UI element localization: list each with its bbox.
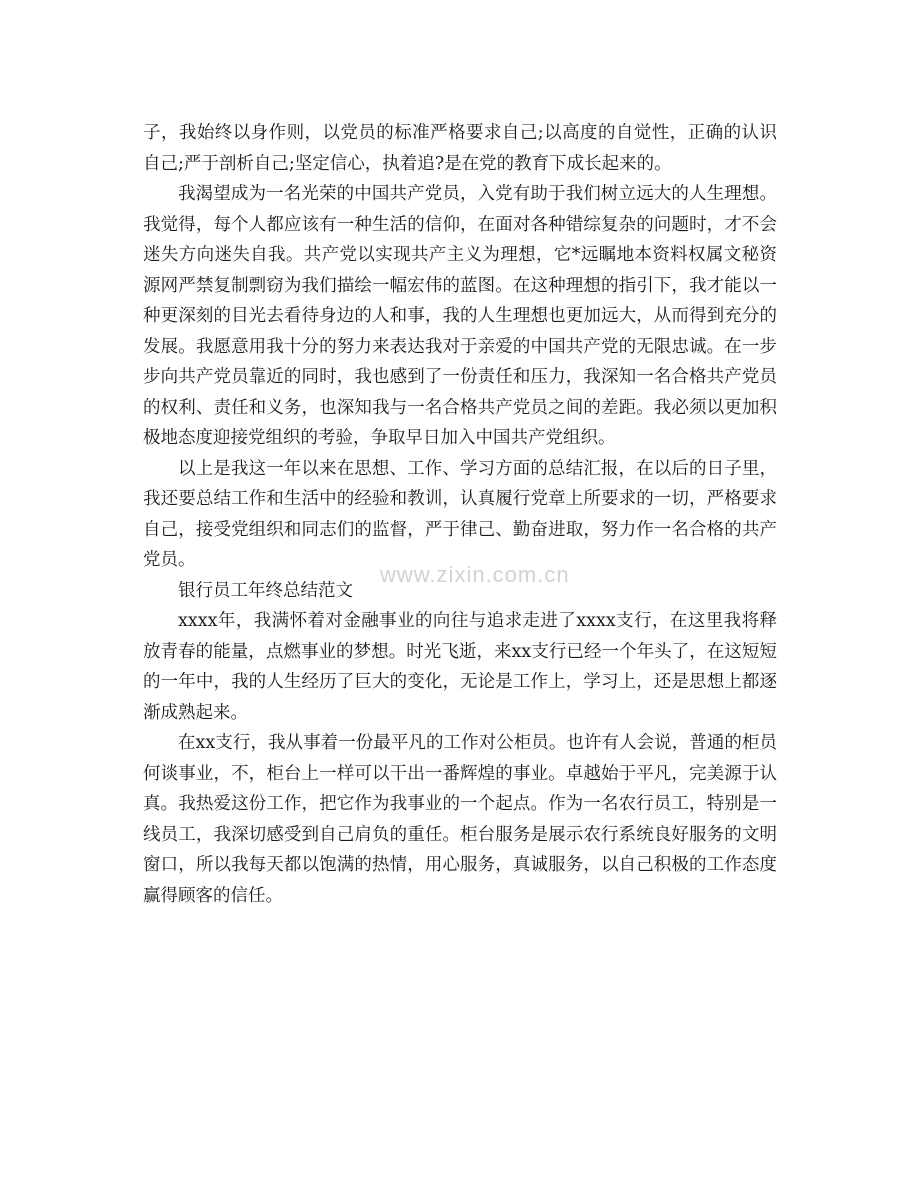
document-body [143,118,777,911]
paragraph-party-ideal: 我渴望成为一名光荣的中国共产党员，入党有助于我们树立远大的人生理想。我觉得，每个人都应该有一种生活的信仰，在面对各种错综复杂的问题时，才不会迷失方向迷失自我。共产党以实现共产主义为理想，它*远瞩地本资料权属文秘资源网严禁复制剽窃为我们描绘一幅宏伟的蓝图。在这种理想的指引下，我才能以一种更深刻的目光去看待身边的人和事，我的人生理想也更加远大，从而得到充分的发展。我愿意用我十分的努力来表达我对于亲爱的中国共产党的无限忠诚。在一步步向共产党员靠近的同时，我也感到了一份责任和压力，我深知一名合格共产党员的权利、责任和义务，也深知我与一名合格共产党员之间的差距。我必须以更加积极地态度迎接党组织的考验，争取早日加入中国共产党组织。 [143,184,777,448]
paragraph-teller-work: 在xx支行，我从事着一份最平凡的工作对公柜员。也许有人会说，普通的柜员何谈事业，不，柜台上一样可以干出一番辉煌的事业。卓越始于平凡，完美源于认真。我热爱这份工作，把它作为我事业的一个起点。作为一名农行员工，特别是一线员工，我深切感受到自己肩负的重任。柜台服务是展示农行系统良好服务的文明窗口，所以我每天都以饱满的热情，用心服务，真诚服务，以自己积极的工作态度赢得顾客的信任。 [143,733,777,906]
section-title: 银行员工年终总结范文 [178,580,353,601]
paragraph-bank-intro: xxxx年，我满怀着对金融事业的向往与追求走进了xxxx支行，在这里我将释放青春的能量，点燃事业的梦想。时光飞逝，来xx支行已经一个年头了，在这短短的一年中，我的人生经历了巨大的变化，无论是工作上，学习上，还是思想上都逐渐成熟起来。 [143,611,777,723]
paragraph-continuation: 子，我始终以身作则，以党员的标准严格要求自己;以高度的自觉性，正确的认识自己;严于剖析自己;坚定信心，执着追?是在党的教育下成长起来的。 [143,123,777,174]
paragraph-summary: 以上是我这一年以来在思想、工作、学习方面的总结汇报，在以后的日子里，我还要总结工作和生活中的经验和教训，认真履行党章上所要求的一切，严格要求自己，接受党组织和同志们的监督，严于律己、勤奋进取，努力作一名合格的共产党员。 [143,458,777,570]
watermark: www.zixin.com.cn [380,562,570,587]
